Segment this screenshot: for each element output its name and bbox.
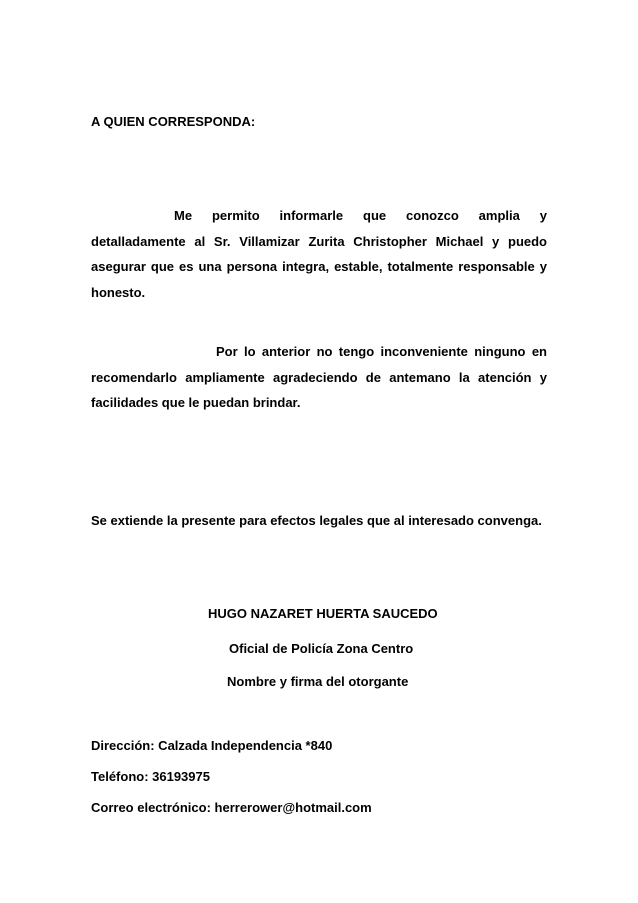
signature-caption: Nombre y firma del otorgante (227, 674, 409, 689)
letter-greeting: A QUIEN CORRESPONDA: (91, 114, 256, 129)
contact-address: Dirección: Calzada Independencia *840 (91, 738, 333, 753)
signer-name: HUGO NAZARET HUERTA SAUCEDO (208, 606, 438, 621)
contact-phone: Teléfono: 36193975 (91, 769, 210, 784)
letter-paragraph-2: Por lo anterior no tengo inconveniente ninguno en recomendarlo ampliamente agradeciendo de antemano la atención y facilidades que le puedan brindar. (91, 344, 547, 410)
letter-paragraph-1: Me permito informarle que conozco amplia y detalladamente al Sr. Villamizar Zurita Christopher Michael y puedo asegurar que es una persona integra, estable, totalmente responsable y honesto. (91, 208, 547, 300)
letter-closing: Se extiende la presente para efectos legales que al interesado convenga. (91, 513, 542, 528)
signer-title: Oficial de Policía Zona Centro (229, 641, 414, 656)
contact-email: Correo electrónico: herrerower@hotmail.com (91, 800, 372, 815)
